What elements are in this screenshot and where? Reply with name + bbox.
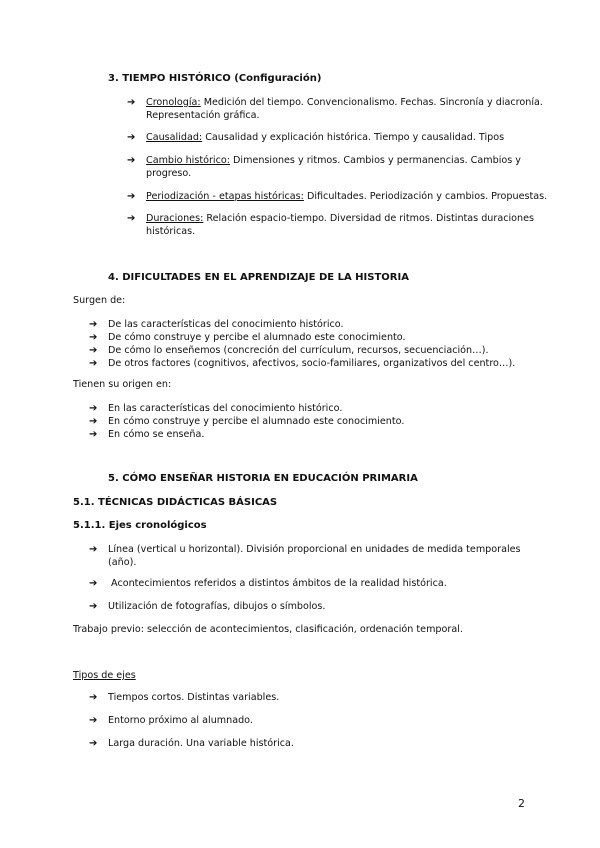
subsection-5-1-1-title: 5.1.1. Ejes cronológicos bbox=[73, 520, 207, 531]
desc: Entorno próximo al alumnado. bbox=[108, 715, 253, 726]
list-item bbox=[89, 357, 548, 370]
subsection-5-1-title: 5.1. TÉCNICAS DIDÁCTICAS BÁSICAS bbox=[73, 497, 278, 508]
s5-item-1 bbox=[89, 543, 548, 569]
tipos-item-1 bbox=[89, 691, 280, 704]
desc: Relación espacio-tiempo. Diversidad de ritmos. Distintas duraciones bbox=[206, 213, 535, 224]
arrow-icon: ➔ bbox=[89, 319, 98, 330]
list-item-text: De cómo construye y percibe el alumnado este conocimiento. bbox=[108, 332, 406, 343]
arrow-icon: ➔ bbox=[89, 601, 98, 612]
trabajo-previo: Trabajo previo: selección de acontecimientos, clasificación, ordenación temporal. bbox=[73, 624, 463, 635]
arrow-icon: ➔ bbox=[89, 578, 98, 589]
s3-item-4 bbox=[127, 190, 566, 203]
arrow-icon: ➔ bbox=[127, 155, 136, 166]
desc-cont: históricas. bbox=[146, 226, 196, 237]
desc-cont: Representación gráfica. bbox=[146, 110, 260, 121]
arrow-icon: ➔ bbox=[89, 332, 98, 343]
s4-list-1 bbox=[89, 318, 548, 370]
s3-item-1 bbox=[127, 96, 566, 122]
list-item bbox=[89, 331, 548, 344]
tipos-item-2 bbox=[89, 714, 253, 727]
arrow-icon: ➔ bbox=[127, 132, 136, 143]
tipos-de-ejes-title: Tipos de ejes bbox=[73, 670, 136, 681]
term: Duraciones: bbox=[146, 213, 204, 224]
list-item-text: De otros factores (cognitivos, afectivos, socio-familiares, organizativos del centro…). bbox=[108, 358, 516, 369]
desc: Causalidad y explicación histórica. Tiempo y causalidad. Tipos bbox=[205, 132, 505, 143]
desc: Dimensiones y ritmos. Cambios y permanencias. Cambios y bbox=[233, 155, 521, 166]
tipos-item-3 bbox=[89, 737, 294, 750]
desc: Acontecimientos referidos a distintos ámbitos de la realidad histórica. bbox=[108, 578, 447, 589]
desc: Línea (vertical u horizontal). División proporcional en unidades de medida temporales bbox=[108, 544, 521, 555]
list-item-text: En cómo se enseña. bbox=[108, 429, 205, 440]
arrow-icon: ➔ bbox=[89, 692, 98, 703]
list-item bbox=[89, 344, 548, 357]
list-item-text: En las características del conocimiento histórico. bbox=[108, 403, 343, 414]
arrow-icon: ➔ bbox=[89, 429, 98, 440]
arrow-icon: ➔ bbox=[89, 544, 98, 555]
s3-item-3 bbox=[127, 154, 566, 180]
arrow-icon: ➔ bbox=[89, 715, 98, 726]
s4-list-2 bbox=[89, 402, 548, 441]
section-5-title: 5. CÓMO ENSEÑAR HISTORIA EN EDUCACIÓN PRIMARIA bbox=[108, 473, 418, 484]
desc: Medición del tiempo. Convencionalismo. Fechas. Sincronía y diacronía. bbox=[203, 97, 543, 108]
surgen-label: Surgen de: bbox=[73, 295, 126, 306]
arrow-icon: ➔ bbox=[89, 416, 98, 427]
term: Periodización - etapas históricas: bbox=[146, 191, 304, 202]
desc: Tiempos cortos. Distintas variables. bbox=[108, 692, 280, 703]
list-item bbox=[89, 428, 548, 441]
arrow-icon: ➔ bbox=[127, 97, 136, 108]
arrow-icon: ➔ bbox=[127, 213, 136, 224]
origen-label: Tienen su origen en: bbox=[73, 379, 172, 390]
list-item bbox=[89, 318, 548, 331]
section-3-title: 3. TIEMPO HISTÓRICO (Configuración) bbox=[108, 73, 322, 84]
desc: Dificultades. Periodización y cambios. Propuestas. bbox=[306, 191, 548, 202]
list-item bbox=[89, 415, 548, 428]
desc-cont: progreso. bbox=[146, 168, 192, 179]
s3-item-5 bbox=[127, 212, 566, 238]
arrow-icon: ➔ bbox=[89, 738, 98, 749]
term: Causalidad: bbox=[146, 132, 203, 143]
page-number: 2 bbox=[518, 797, 525, 810]
list-item bbox=[89, 402, 548, 415]
section-4-title: 4. DIFICULTADES EN EL APRENDIZAJE DE LA HISTORIA bbox=[108, 272, 409, 283]
desc: Utilización de fotografías, dibujos o símbolos. bbox=[108, 601, 326, 612]
list-item-text: De las características del conocimiento histórico. bbox=[108, 319, 344, 330]
arrow-icon: ➔ bbox=[89, 345, 98, 356]
arrow-icon: ➔ bbox=[89, 358, 98, 369]
list-item-text: En cómo construye y percibe el alumnado este conocimiento. bbox=[108, 416, 405, 427]
s3-item-2 bbox=[127, 131, 566, 144]
s5-item-3 bbox=[89, 600, 548, 613]
list-item-text: De cómo lo enseñemos (concreción del currículum, recursos, secuenciación…). bbox=[108, 345, 489, 356]
desc-cont: (año). bbox=[108, 557, 137, 568]
arrow-icon: ➔ bbox=[89, 403, 98, 414]
desc: Larga duración. Una variable histórica. bbox=[108, 738, 294, 749]
s5-item-2 bbox=[89, 577, 548, 590]
term: Cambio histórico: bbox=[146, 155, 230, 166]
term: Cronología: bbox=[146, 97, 201, 108]
arrow-icon: ➔ bbox=[127, 191, 136, 202]
